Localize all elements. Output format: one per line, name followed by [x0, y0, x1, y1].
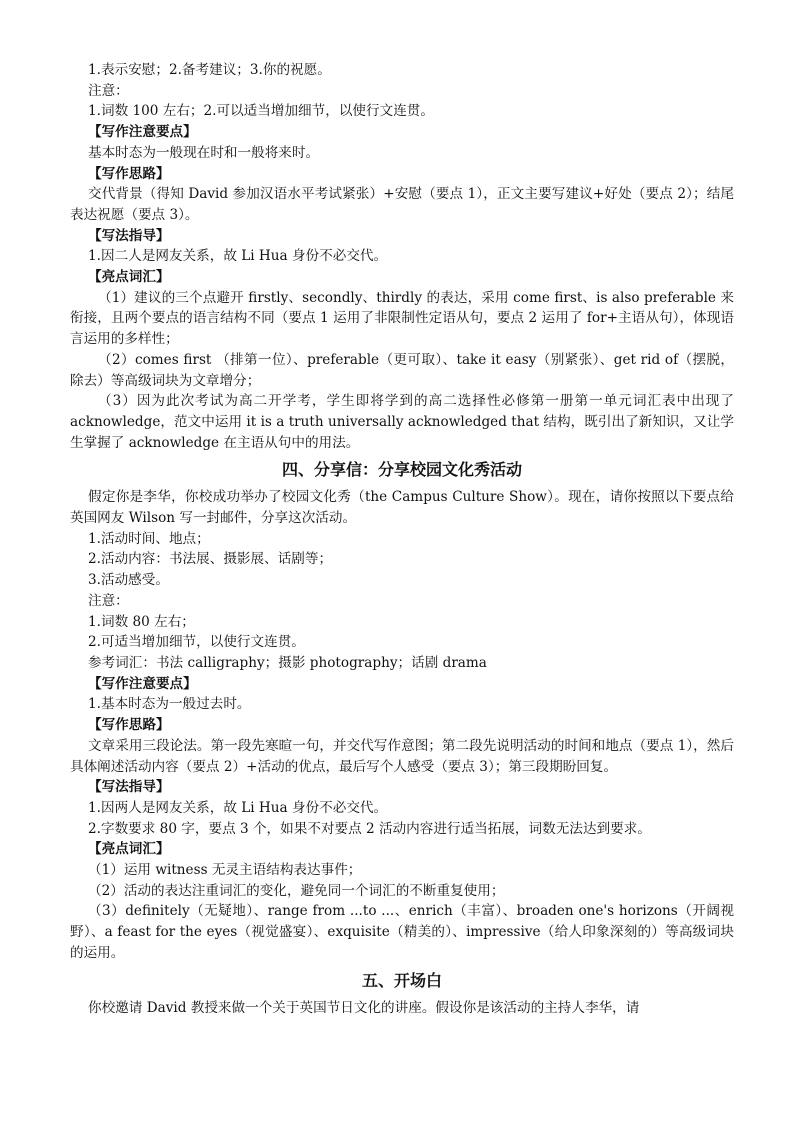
subheading-highlight-vocab: 【亮点词汇】 [88, 841, 170, 858]
section-intro: 假定你是李华，你校成功举办了校园文化秀（the Campus Culture Show）。现在，请你按照以下要点给英国网友 Wilson 写一封邮件，分享这次活动。 [70, 489, 734, 527]
paragraph: 1.因两人是网友关系，故 Li Hua 身份不必交代。 [88, 799, 388, 816]
subheading-writing-guide: 【写法指导】 [88, 779, 170, 796]
paragraph: （1）运用 witness 无灵主语结构表达事件； [88, 862, 362, 879]
subheading-highlight-vocab: 【亮点词汇】 [88, 269, 170, 286]
note-label: 注意： [88, 592, 129, 609]
paragraph: 基本时态为一般现在时和一般将来时。 [88, 144, 320, 161]
subheading-writing-guide: 【写法指导】 [88, 227, 170, 244]
paragraph: （1）建议的三个点避开 firstly、secondly、thirdly 的表达，采用 come first、is also preferable 来衔接，且两个要点的语言结构不同（要点 1 运用了非限制性定语从句，要点 2 运用了 for+主语从句），体现语言运用的多样性； [70, 289, 734, 348]
section-title: 五、开场白 [361, 970, 442, 990]
paragraph: （2）活动的表达注重词汇的变化，避免同一个词汇的不断重复使用； [88, 882, 505, 899]
note-label: 注意： [88, 82, 129, 99]
note-text: 2.可适当增加细节，以使行文连贯。 [88, 634, 305, 651]
subheading-writing-ideas: 【写作思路】 [88, 717, 170, 734]
task-point: 1.活动时间、地点； [88, 530, 210, 547]
task-point: 2.活动内容：书法展、摄影展、话剧等； [88, 551, 333, 568]
paragraph: 交代背景（得知 David 参加汉语水平考试紧张）+安慰（要点 1），正文主要写建议+好处（要点 2）；结尾表达祝愿（要点 3）。 [70, 186, 734, 223]
section-title: 四、分享信：分享校园文化秀活动 [281, 460, 522, 480]
document-page [70, 60, 734, 1018]
paragraph: 文章采用三段论法。第一段先寒暄一句，并交代写作意图；第二段先说明活动的时间和地点（要点 1），然后具体阐述活动内容（要点 2）+活动的优点，最后写个人感受（要点 3）；第三段期盼回复。 [70, 737, 734, 775]
subheading-writing-ideas: 【写作思路】 [88, 165, 170, 182]
paragraph: 1.基本时态为一般过去时。 [88, 696, 251, 713]
paragraph: （2）comes first （排第一位）、preferable（更可取）、take it easy（别紧张）、get rid of（摆脱，除去）等高级词块为文章增分； [70, 351, 734, 389]
paragraph: 1.因二人是网友关系，故 Li Hua 身份不必交代。 [88, 248, 388, 265]
paragraph: （3）definitely（无疑地）、range from ...to ...、enrich（丰富）、broaden one's horizons（开阔视野）、a feast for the eyes（视觉盛宴）、exquisite（精美的）、impressive（给人印象深刻的）等高级词块的运用。 [70, 903, 734, 961]
subheading-writing-notes: 【写作注意要点】 [88, 124, 197, 141]
paragraph: （3）因为此次考试为高二开学考，学生即将学到的高二选择性必修第一册第一单元词汇表中出现了 acknowledge，范文中运用 it is a truth universally acknowledged that 结构，既引出了新知识，又让学生掌握了 acknowledge 在主语从句中的用法。 [70, 393, 734, 451]
section-intro: 你校邀请 David 教授来做一个关于英国节日文化的讲座。假设你是该活动的主持人李华，请 [88, 999, 640, 1016]
note-text: 1.词数 100 左右；2.可以适当增加细节，以使行文连贯。 [88, 103, 434, 120]
subheading-writing-notes: 【写作注意要点】 [88, 675, 197, 692]
paragraph: 2.字数要求 80 字，要点 3 个，如果不对要点 2 活动内容进行适当拓展，词数无法达到要求。 [88, 820, 651, 837]
note-text: 1.词数 80 左右； [88, 613, 195, 630]
reference-vocab: 参考词汇：书法 calligraphy；摄影 photography；话剧 drama [88, 654, 487, 671]
task-point-list: 1.表示安慰；2.备考建议；3.你的祝愿。 [88, 62, 331, 78]
task-point: 3.活动感受。 [88, 572, 169, 589]
